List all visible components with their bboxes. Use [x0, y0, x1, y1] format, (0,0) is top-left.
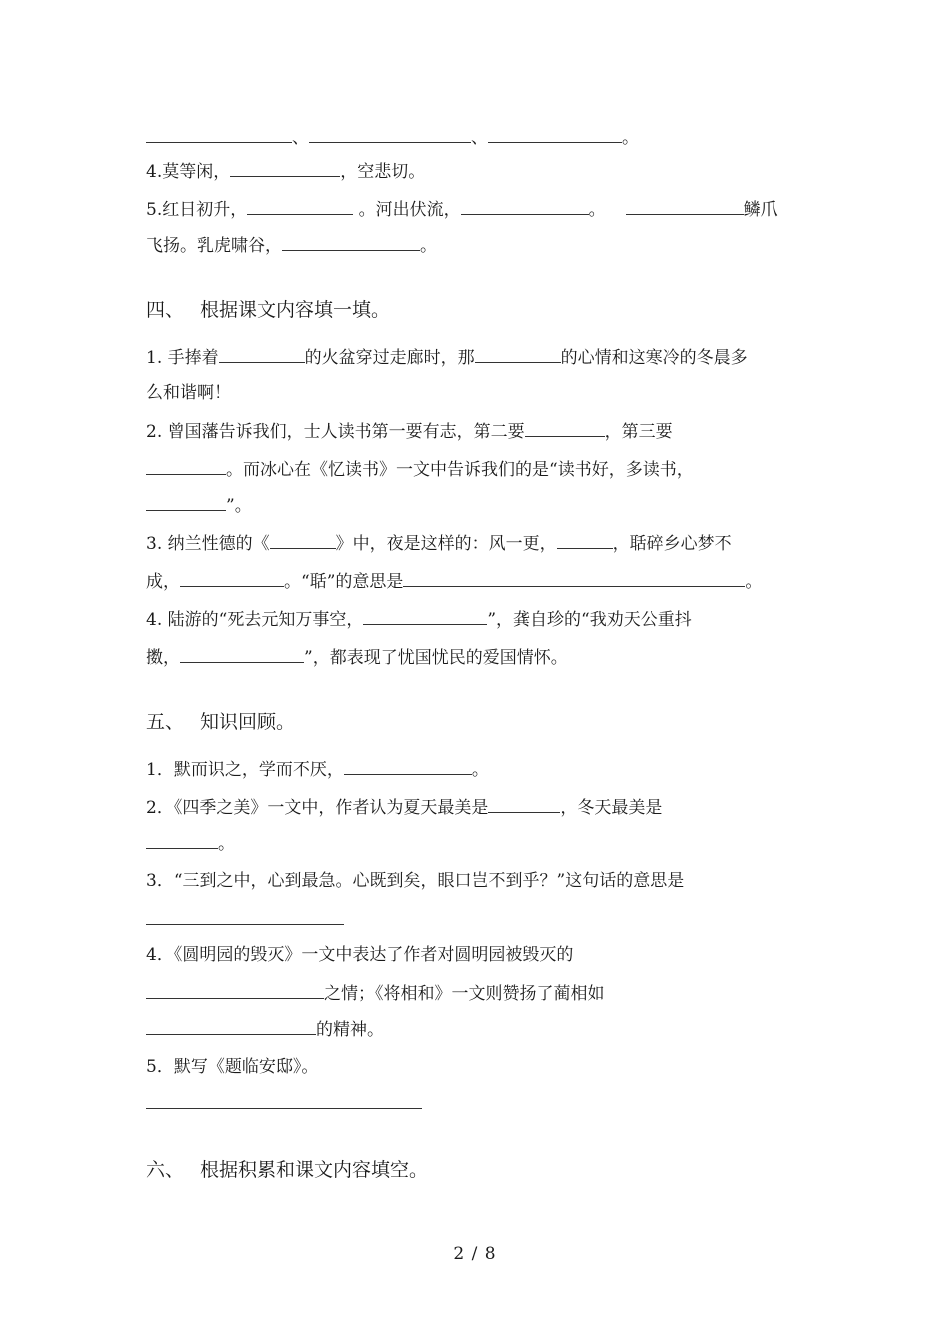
blank[interactable]: [475, 346, 561, 363]
answer-line[interactable]: [146, 908, 344, 925]
section-title: 根据积累和课文内容填空。: [200, 1159, 429, 1181]
text: 5.红日初升，: [146, 200, 248, 220]
sec4-q3-cont: [146, 570, 762, 593]
text: 的精神。: [316, 1020, 384, 1040]
blank[interactable]: [626, 198, 744, 215]
blank[interactable]: [146, 1018, 316, 1035]
text: 4. 陆游的“死去元知万事空，: [146, 610, 364, 630]
blank[interactable]: [488, 796, 560, 813]
sec4-q2-cont: [146, 458, 694, 481]
section-title: 根据课文内容填一填。: [200, 299, 391, 321]
section-number: 四、: [146, 299, 185, 321]
blank[interactable]: [146, 126, 292, 143]
blank[interactable]: [180, 570, 284, 587]
sec3-line0: [146, 126, 639, 149]
text: ，空悲切。: [340, 162, 426, 182]
blank[interactable]: [403, 570, 745, 587]
text: ，冬天最美是: [560, 798, 663, 818]
sec5-q5: 5．默写《题临安邸》。: [146, 1057, 319, 1077]
text: 。: [588, 200, 606, 220]
section-number: 六、: [146, 1159, 185, 1181]
text: 。而冰心在《忆读书》一文中告诉我们的是“读书好，多读书，: [226, 460, 694, 480]
blank[interactable]: [461, 198, 589, 215]
sec4-q1: [146, 346, 748, 369]
sec5-q5-answer: [146, 1092, 422, 1115]
section-heading-6: [146, 1158, 428, 1182]
text: 飞扬。乳虎啸谷，: [146, 236, 282, 256]
sec4-q4-cont: [146, 646, 568, 669]
sec3-q4: [146, 160, 425, 183]
text: 。: [471, 760, 489, 780]
blank[interactable]: [247, 198, 353, 215]
text: 。河出伏流，: [353, 200, 461, 220]
sec5-q2-cont: [146, 832, 235, 855]
sec3-q5: [146, 198, 778, 221]
text: 1．默而识之，学而不厌，: [146, 760, 344, 780]
sec5-q3: 3．“三到之中，心到最急。心既到矣，眼口岂不到乎？”这句话的意思是: [146, 871, 685, 891]
text: ，第三要: [604, 422, 673, 442]
blank[interactable]: [282, 234, 420, 251]
text: 之情；《将相和》一文则赞扬了蔺相如: [324, 984, 605, 1004]
sec4-q2: [146, 420, 673, 443]
sec3-q5-cont: [146, 234, 437, 257]
section-heading-5: [146, 710, 295, 734]
sec5-q4-cont: [146, 982, 605, 1005]
blank[interactable]: [219, 346, 305, 363]
blank[interactable]: [146, 494, 226, 511]
separator: 、: [292, 128, 309, 148]
blank[interactable]: [180, 646, 304, 663]
text: ”，都表现了忧国忧民的爱国情怀。: [304, 648, 568, 668]
section-number: 五、: [146, 711, 185, 733]
text: 的心情和这寒冷的冬晨多: [560, 348, 748, 368]
text: 鳞爪: [743, 200, 778, 220]
answer-line[interactable]: [146, 1092, 422, 1109]
sec5-q2: [146, 796, 662, 819]
page-number: 2 / 8: [453, 1244, 497, 1264]
blank[interactable]: [363, 608, 487, 625]
text: 。: [745, 572, 763, 592]
text: 2．《四季之美》一文中，作者认为夏天最美是: [146, 798, 489, 818]
text: ，聒碎乡心梦不: [612, 534, 732, 554]
sec5-q1: [146, 758, 489, 781]
sec4-q3: [146, 532, 732, 555]
blank[interactable]: [270, 532, 336, 549]
text: 》中，夜是这样的：风一更，: [335, 534, 557, 554]
blank[interactable]: [146, 832, 218, 849]
text: ”。: [226, 496, 252, 516]
text: 。: [420, 236, 437, 256]
text: 擞，: [146, 648, 180, 668]
blank[interactable]: [344, 758, 472, 775]
text: 。“聒”的意思是: [284, 572, 404, 592]
section-title: 知识回顾。: [200, 711, 296, 733]
blank[interactable]: [525, 420, 605, 437]
blank[interactable]: [557, 532, 613, 549]
sec5-q4-cont2: [146, 1018, 384, 1041]
blank[interactable]: [146, 982, 324, 999]
text: 4.莫等闲，: [146, 162, 231, 182]
sec4-q1-cont: 么和谐啊！: [146, 383, 231, 403]
sec4-q2-cont2: [146, 494, 252, 517]
section-heading-4: [146, 298, 390, 322]
text: 3. 纳兰性德的《: [146, 534, 270, 554]
blank[interactable]: [146, 458, 226, 475]
text: 1. 手捧着: [146, 348, 219, 368]
text: ”，龚自珍的“我劝天公重抖: [487, 610, 692, 630]
sec4-q4: [146, 608, 692, 631]
text: 成，: [146, 572, 180, 592]
sec5-q4: 4．《圆明园的毁灭》一文中表达了作者对圆明园被毁灭的: [146, 945, 574, 965]
sec5-q3-answer: [146, 908, 344, 931]
text: 的火盆穿过走廊时，那: [304, 348, 475, 368]
separator: 、: [471, 128, 488, 148]
period: 。: [622, 128, 639, 148]
text: 。: [218, 834, 235, 854]
blank[interactable]: [230, 160, 340, 177]
blank[interactable]: [309, 126, 471, 143]
blank[interactable]: [488, 126, 622, 143]
text: 2. 曾国藩告诉我们，士人读书第一要有志，第二要: [146, 422, 525, 442]
